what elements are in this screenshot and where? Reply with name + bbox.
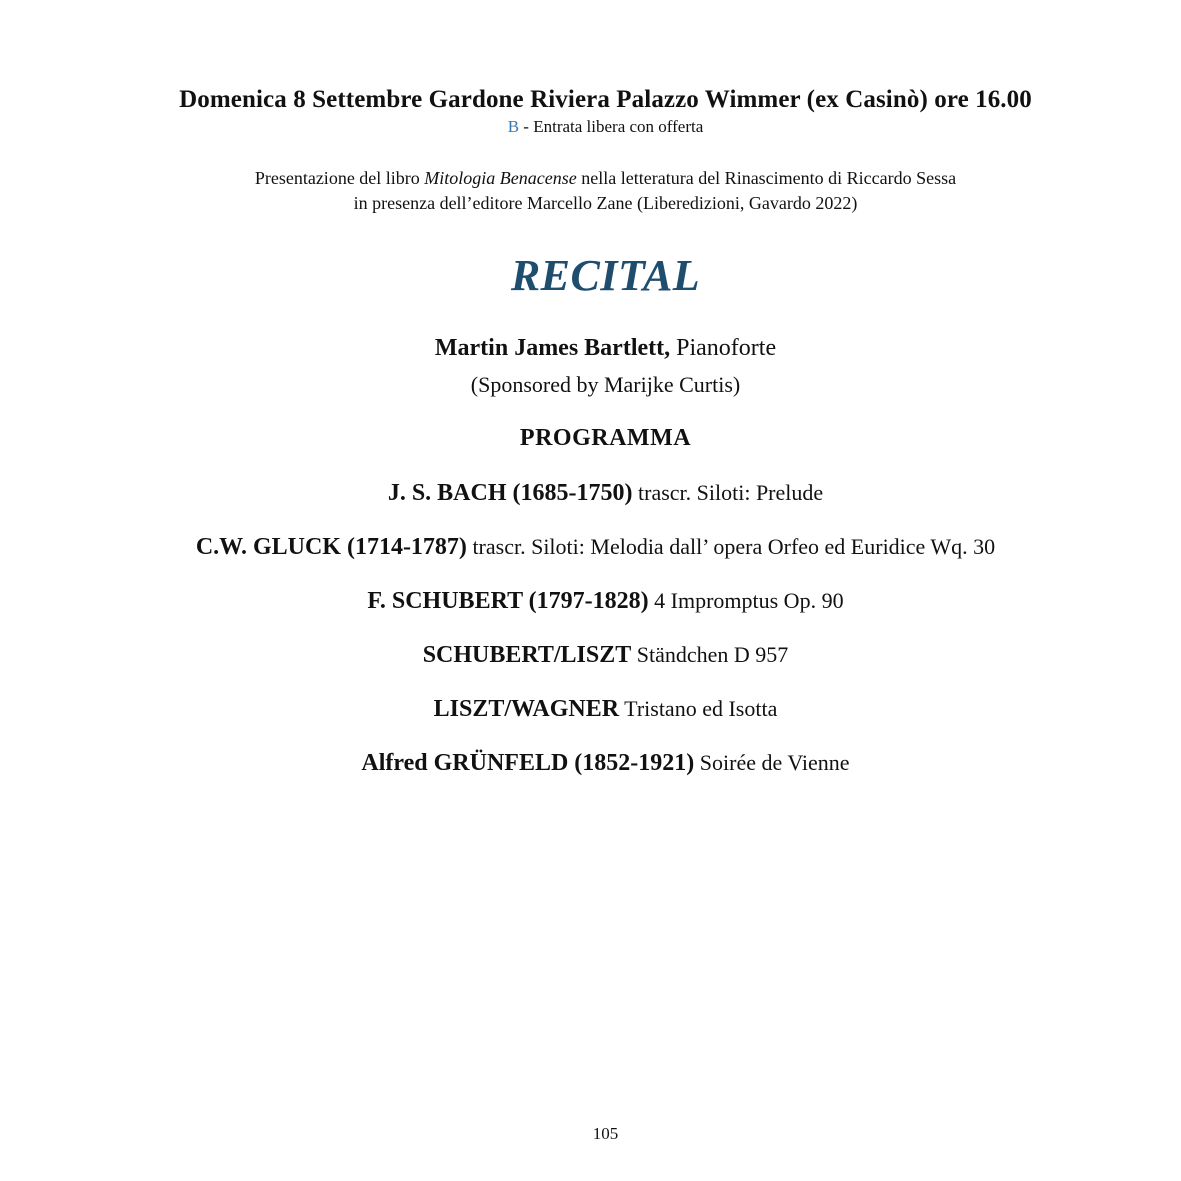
performer-line — [0, 335, 1181, 362]
program-composer: J. S. BACH (1685-1750) — [387, 480, 633, 506]
program-work: Soirée de Vienne — [694, 750, 850, 775]
program-work: trascr. Siloti: Melodia dall’ opera Orfeo ed Euridice Wq. 30 — [466, 534, 996, 559]
program-composer: LISZT/WAGNER — [433, 696, 620, 722]
program-item — [0, 696, 1181, 723]
book-title: Mitologia Benacense — [424, 168, 577, 188]
presentation-line-2: in presenza dell’editore Marcello Zane (Liberedizioni, Gavardo 2022) — [353, 193, 858, 213]
program-composer: SCHUBERT/LISZT — [422, 642, 632, 668]
program-composer: C.W. GLUCK (1714-1787) — [195, 534, 467, 560]
program-item — [0, 588, 1181, 615]
recital-title: RECITAL — [510, 251, 701, 300]
program-work: 4 Impromptus Op. 90 — [648, 588, 844, 613]
performer-instrument: Pianoforte — [676, 335, 777, 361]
entry-line — [0, 117, 1181, 137]
entry-code: B — [507, 117, 520, 136]
program-item — [0, 642, 1181, 669]
program-composer: Alfred GRÜNFELD (1852-1921) — [361, 750, 695, 776]
program-work: trascr. Siloti: Prelude — [632, 480, 824, 505]
presentation-prefix: Presentazione del libro — [254, 168, 425, 188]
sponsor-line: (Sponsored by Marijke Curtis) — [470, 372, 741, 397]
programma-heading: PROGRAMMA — [519, 425, 692, 451]
program-item — [0, 534, 1181, 561]
presentation-line-1 — [0, 168, 1181, 189]
program-item — [0, 750, 1181, 777]
program-item — [0, 480, 1181, 507]
program-work: Ständchen D 957 — [631, 642, 789, 667]
entry-text: - Entrata libera con offerta — [519, 117, 704, 136]
program-work: Tristano ed Isotta — [619, 696, 778, 721]
presentation-suffix: nella letteratura del Rinascimento di Riccardo Sessa — [576, 168, 957, 188]
performer-name: Martin James Bartlett, — [434, 335, 671, 361]
program-composer: F. SCHUBERT (1797-1828) — [367, 588, 649, 614]
page-number: 105 — [592, 1124, 619, 1143]
event-heading: Domenica 8 Settembre Gardone Riviera Palazzo Wimmer (ex Casinò) ore 16.00 — [179, 86, 1032, 113]
